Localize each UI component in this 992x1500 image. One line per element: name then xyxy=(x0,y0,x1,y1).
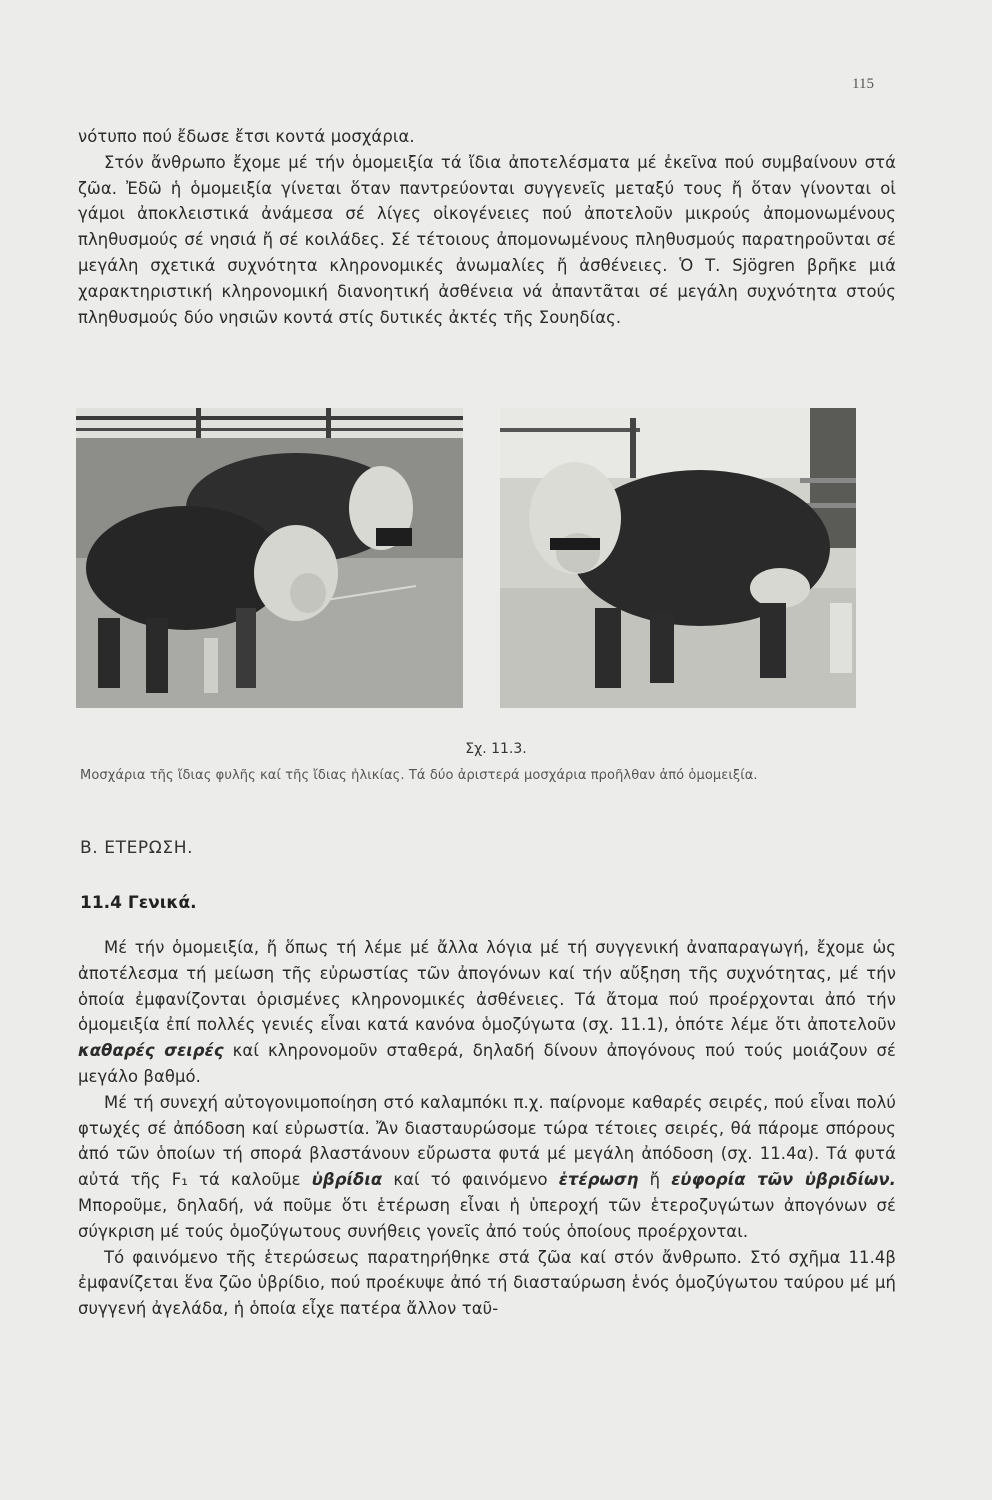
emphasized-term: ἑτέρωση xyxy=(558,1170,639,1190)
emphasized-term: ὑβρίδια xyxy=(311,1170,383,1190)
subsection-heading: 11.4 Γενικά. xyxy=(80,893,197,913)
body-text xyxy=(78,935,896,1322)
text-run: καί τό φαινόμενο xyxy=(382,1170,559,1190)
calf-photo-graphic xyxy=(500,408,856,708)
intro-text xyxy=(78,124,896,330)
paragraph xyxy=(78,1090,896,1245)
text-run: Στόν ἄνθρωπο ἔχομε μέ τήν ὁμομειξία τά ἴδια ἀποτελέσματα μέ ἐκεῖνα πού συμβαίνουν στά ζῶα. Ἐδῶ ἡ ὁμομειξία γίνεται ὅταν παντρεύονται συγγενεῖς μεταξύ τους ἤ ὅταν γίνονται οἱ γάμοι ἀποκλειστικά ἀνάμεσα σέ λίγες οἰκογένειες πού ἀποτελοῦν μικρούς ἀπομονωμένους πληθυσμούς σέ νησιά ἤ σέ κοιλάδες. Σέ τέτοιους ἀπομονωμένους πληθυσμούς παρατηροῦνται σέ μεγάλη σχετικά συχνότητα κληρονομικές ἀνωμαλίες ἤ ἀσθένειες. Ὁ Τ. Sjögren βρῆκε μιά χαρακτηριστική κληρονομική διανοητική ἀσθένεια νά ἀπαντᾶται σέ μεγάλη συχνότητα στούς πληθυσμούς δύο νησιῶν κοντά στίς δυτικές ἀκτές τῆς Σουηδίας. xyxy=(78,152,896,327)
photo-two-inbred-calves xyxy=(76,408,463,708)
paragraph xyxy=(78,150,896,331)
emphasized-term: εὐφορία τῶν ὑβριδίων. xyxy=(671,1170,896,1190)
calves-photo-graphic xyxy=(76,408,463,708)
paragraph xyxy=(78,935,896,1090)
page-number: 115 xyxy=(852,76,874,92)
figure-caption: Μοσχάρια τῆς ἴδιας φυλῆς καί τῆς ἴδιας ἡλικίας. Τά δύο ἀριστερά μοσχάρια προῆλθαν ἀπό ὁμομειξία. xyxy=(80,768,758,783)
photo-outbred-calf xyxy=(500,408,856,708)
text-run: Τό φαινόμενο τῆς ἑτερώσεως παρατηρήθηκε στά ζῶα καί στόν ἄνθρωπο. Στό σχῆμα 11.4β ἐμφανίζεται ἕνα ζῶο ὑβρίδιο, πού προέκυψε ἀπό τή διασταύρωση ἑνός ὁμοζύγωτου ταύρου μέ μή συγγενή ἀγελάδα, ἡ ὁποία εἶχε πατέρα ἄλλον ταῦ- xyxy=(78,1247,896,1319)
emphasized-term: καθαρές σειρές xyxy=(78,1041,224,1061)
section-heading: Β. ΕΤΕΡΩΣΗ. xyxy=(80,838,194,858)
text-run: Μέ τή συνεχή αὐτογονιμοποίηση στό καλαμπόκι π.χ. παίρνομε καθαρές σειρές, πού εἶναι πολύ φτωχές σέ ἀπόδοση καί εὐρωστία. Ἄν διασταυρώσομε τώρα τέτοιες σειρές, θά πάρομε σπόρους ἀπό τῶν ὁποίων τή σπορά βλαστάνουν εὔρωστα φυτά μέ μεγάλη ἀπόδοση (σχ. 11.4α). Τά φυτά αὐτά τῆς F₁ τά καλοῦμε xyxy=(78,1092,896,1190)
text-run: νότυπο πού ἔδωσε ἔτσι κοντά μοσχάρια. xyxy=(78,127,415,146)
text-run: Μέ τήν ὁμομειξία, ἤ ὅπως τή λέμε μέ ἄλλα λόγια μέ τή συγγενική ἀναπαραγωγή, ἔχομε ὡς ἀποτέλεσμα τή μείωση τῆς εὐρωστίας τῶν ἀπογόνων καί τήν αὔξηση τῆς συχνότητας, μέ τήν ὁποία ἐμφανίζονται ὁρισμένες κληρονομικές ἀσθένειες. Τά ἄτομα πού προέρχονται ἀπό τήν ὁμομειξία ἐπί πολλές γενιές εἶναι κατά κανόνα ὁμοζύγωτα (σχ. 11.1), ὁπότε λέμε ὅτι ἀποτελοῦν xyxy=(78,938,896,1035)
figure-photos xyxy=(76,408,856,708)
text-run: ἤ xyxy=(638,1170,672,1190)
text-run: Μποροῦμε, δηλαδή, νά ποῦμε ὅτι ἑτέρωση εἶναι ἡ ὑπεροχή τῶν ἑτεροζυγώτων ἀπογόνων σέ σύγκριση μέ τούς ὁμοζύγωτους συνήθεις γονεῖς ἀπό τούς ὁποίους προέρχονται. xyxy=(78,1195,896,1241)
text-run: καί κληρονομοῦν σταθερά, δηλαδή δίνουν ἀπογόνους πού τούς μοιάζουν σέ μεγάλο βαθμό. xyxy=(78,1041,897,1086)
figure-number: Σχ. 11.3. xyxy=(465,741,527,757)
paragraph-continuation xyxy=(78,124,896,150)
paragraph xyxy=(78,1245,896,1322)
